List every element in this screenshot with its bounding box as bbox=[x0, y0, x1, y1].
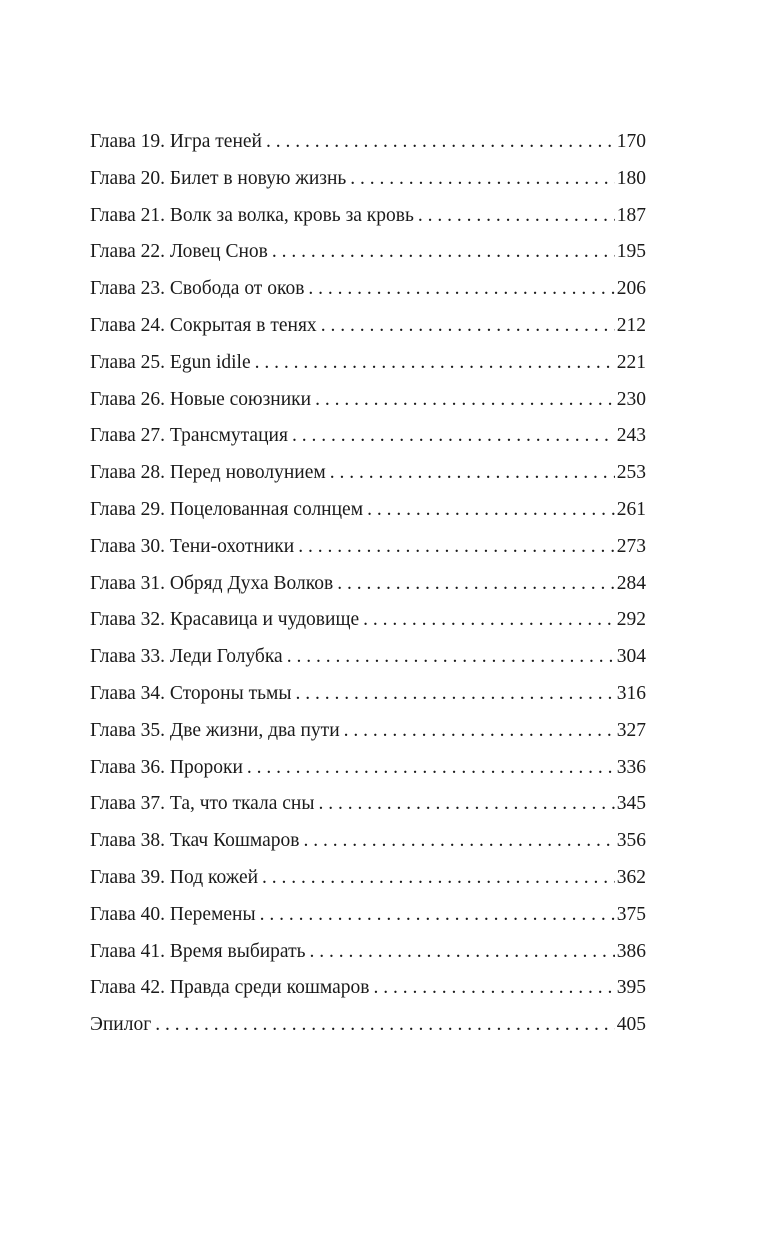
toc-dot-leader bbox=[344, 713, 615, 750]
toc-entry bbox=[90, 418, 646, 455]
toc-entry-title: Глава 20. Билет в новую жизнь bbox=[90, 167, 347, 189]
toc-entry bbox=[90, 823, 646, 860]
toc-entry-title: Глава 23. Свобода от оков bbox=[90, 278, 305, 300]
toc-entry-page-number: 345 bbox=[616, 793, 646, 815]
toc-entry bbox=[90, 345, 646, 382]
toc-entry-page-number: 405 bbox=[616, 1014, 646, 1036]
toc-entry-title: Глава 24. Сокрытая в тенях bbox=[90, 314, 317, 336]
toc-entry-page-number: 327 bbox=[616, 719, 646, 741]
toc-dot-leader bbox=[155, 1007, 615, 1044]
toc-entry bbox=[90, 566, 646, 603]
toc-entry-title: Глава 32. Красавица и чудовище bbox=[90, 609, 360, 631]
toc-dot-leader bbox=[255, 345, 615, 382]
table-of-contents bbox=[90, 124, 646, 1044]
toc-entry-title: Глава 38. Ткач Кошмаров bbox=[90, 830, 300, 852]
toc-entry-title: Глава 30. Тени-охотники bbox=[90, 535, 295, 557]
toc-entry-title: Эпилог bbox=[90, 1014, 152, 1036]
toc-entry-title: Глава 28. Перед новолунием bbox=[90, 462, 326, 484]
toc-dot-leader bbox=[363, 602, 615, 639]
toc-entry-title: Глава 21. Волк за волка, кровь за кровь bbox=[90, 204, 414, 226]
toc-entry-page-number: 230 bbox=[616, 388, 646, 410]
toc-entry-page-number: 316 bbox=[616, 682, 646, 704]
toc-entry bbox=[90, 124, 646, 161]
toc-dot-leader bbox=[418, 198, 615, 235]
toc-entry-page-number: 170 bbox=[616, 131, 646, 152]
toc-entry-page-number: 187 bbox=[616, 204, 646, 226]
toc-entry bbox=[90, 786, 646, 823]
toc-dot-leader bbox=[373, 970, 614, 1007]
toc-entry-page-number: 395 bbox=[616, 977, 646, 999]
toc-dot-leader bbox=[287, 639, 615, 676]
toc-dot-leader bbox=[310, 934, 615, 971]
toc-entry-page-number: 243 bbox=[616, 425, 646, 447]
toc-entry-title: Глава 42. Правда среди кошмаров bbox=[90, 977, 370, 999]
toc-dot-leader bbox=[292, 418, 615, 455]
toc-entry-page-number: 362 bbox=[616, 866, 646, 888]
toc-entry bbox=[90, 970, 646, 1007]
toc-dot-leader bbox=[272, 234, 615, 271]
toc-entry-title: Глава 19. Игра теней bbox=[90, 131, 262, 152]
toc-entry bbox=[90, 602, 646, 639]
toc-entry-title: Глава 40. Перемены bbox=[90, 903, 256, 925]
toc-entry-title: Глава 33. Леди Голубка bbox=[90, 646, 283, 668]
toc-dot-leader bbox=[308, 271, 614, 308]
toc-entry bbox=[90, 455, 646, 492]
toc-entry-page-number: 253 bbox=[616, 462, 646, 484]
toc-entry-page-number: 375 bbox=[616, 903, 646, 925]
toc-entry bbox=[90, 897, 646, 934]
toc-dot-leader bbox=[262, 860, 615, 897]
toc-entry-page-number: 386 bbox=[616, 940, 646, 962]
toc-entry-title: Глава 37. Та, что ткала сны bbox=[90, 793, 315, 815]
toc-entry-page-number: 180 bbox=[616, 167, 646, 189]
toc-dot-leader bbox=[298, 529, 615, 566]
toc-entry bbox=[90, 529, 646, 566]
toc-dot-leader bbox=[260, 897, 615, 934]
toc-entry bbox=[90, 382, 646, 419]
toc-entry-page-number: 284 bbox=[616, 572, 646, 594]
toc-entry bbox=[90, 713, 646, 750]
toc-entry bbox=[90, 271, 646, 308]
toc-entry-title: Глава 34. Стороны тьмы bbox=[90, 682, 292, 704]
toc-entry-page-number: 292 bbox=[616, 609, 646, 631]
toc-dot-leader bbox=[350, 161, 614, 198]
toc-entry-title: Глава 31. Обряд Духа Волков bbox=[90, 572, 334, 594]
toc-entry bbox=[90, 676, 646, 713]
toc-entry-title: Глава 25. Egun idile bbox=[90, 351, 251, 373]
toc-entry-title: Глава 22. Ловец Снов bbox=[90, 241, 268, 263]
toc-entry bbox=[90, 934, 646, 971]
toc-entry bbox=[90, 198, 646, 235]
toc-entry-title: Глава 29. Поцелованная солнцем bbox=[90, 498, 364, 520]
toc-entry-page-number: 206 bbox=[616, 278, 646, 300]
toc-entry-page-number: 356 bbox=[616, 830, 646, 852]
toc-entry bbox=[90, 161, 646, 198]
toc-dot-leader bbox=[321, 308, 615, 345]
toc-entry-title: Глава 35. Две жизни, два пути bbox=[90, 719, 340, 741]
toc-entry-page-number: 273 bbox=[616, 535, 646, 557]
toc-entry-page-number: 261 bbox=[616, 498, 646, 520]
toc-entry bbox=[90, 308, 646, 345]
toc-entry-title: Глава 26. Новые союзники bbox=[90, 388, 312, 410]
toc-dot-leader bbox=[367, 492, 615, 529]
toc-entry bbox=[90, 750, 646, 787]
toc-dot-leader bbox=[337, 566, 615, 603]
toc-dot-leader bbox=[330, 455, 615, 492]
toc-dot-leader bbox=[315, 382, 615, 419]
toc-entry bbox=[90, 639, 646, 676]
toc-entry bbox=[90, 492, 646, 529]
toc-entry-page-number: 221 bbox=[616, 351, 646, 373]
toc-dot-leader bbox=[318, 786, 614, 823]
toc-entry-page-number: 336 bbox=[616, 756, 646, 778]
toc-entry bbox=[90, 234, 646, 271]
toc-entry-title: Глава 27. Трансмутация bbox=[90, 425, 288, 447]
toc-entry bbox=[90, 860, 646, 897]
toc-entry bbox=[90, 1007, 646, 1044]
toc-entry-page-number: 212 bbox=[616, 314, 646, 336]
toc-entry-title: Глава 41. Время выбирать bbox=[90, 940, 306, 962]
toc-dot-leader bbox=[247, 750, 615, 787]
toc-entry-page-number: 195 bbox=[616, 241, 646, 263]
toc-entry-title: Глава 39. Под кожей bbox=[90, 866, 259, 888]
toc-dot-leader bbox=[295, 676, 614, 713]
toc-dot-leader bbox=[266, 124, 615, 161]
toc-dot-leader bbox=[303, 823, 614, 860]
toc-entry-page-number: 304 bbox=[616, 646, 646, 668]
toc-entry-title: Глава 36. Пророки bbox=[90, 756, 243, 778]
